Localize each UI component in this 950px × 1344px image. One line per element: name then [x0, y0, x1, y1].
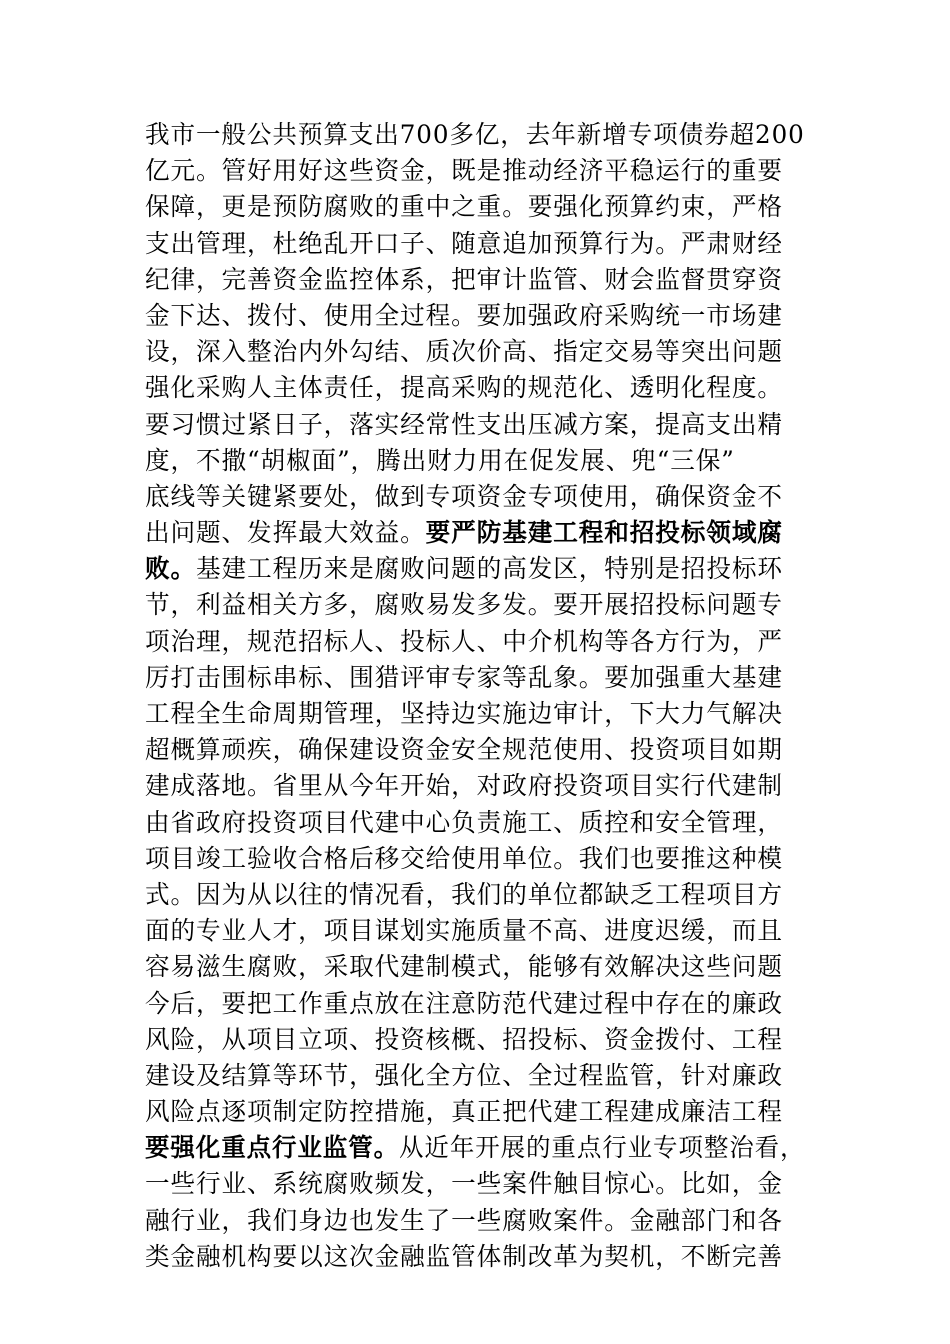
text-line [145, 587, 805, 623]
text-line [145, 407, 805, 443]
text-line [145, 1022, 805, 1058]
body-text-run: 超概算顽疾，确保建设资金安全规范使用、投资项目如期 [145, 735, 783, 765]
text-line [145, 660, 805, 696]
text-line [145, 913, 805, 949]
text-line [145, 551, 805, 587]
body-text-run: 保障，更是预防腐败的重中之重。要强化预算约束，严格 [145, 192, 783, 222]
bold-heading-text: 要强化重点行业监管。 [145, 1133, 400, 1163]
body-text-run: 工程全生命周期管理，坚持边实施边审计，下大力气解决 [145, 699, 783, 728]
text-line [145, 877, 805, 913]
text-line [145, 949, 805, 985]
body-text [145, 117, 815, 1275]
text-line [145, 1239, 805, 1275]
text-line [145, 515, 805, 551]
text-line [145, 805, 805, 841]
text-line [145, 479, 805, 515]
body-text-run: 式。因为从以往的情况看，我们的单位都缺乏工程项目方 [145, 879, 783, 909]
text-line [145, 117, 804, 153]
body-text-run: 出问题、发挥最大效益。 [145, 518, 426, 548]
text-line [145, 262, 805, 298]
text-line [145, 370, 805, 406]
body-text-run: 从近年开展的重点行业专项整治看， [399, 1133, 806, 1163]
text-line [145, 1130, 806, 1166]
body-text-run: 要习惯过紧日子，落实经常性支出压减方案，提高支出精 [145, 409, 783, 439]
body-text-run: 类金融机构要以这次金融监管体制改革为契机，不断完善 [145, 1241, 783, 1271]
text-line [145, 696, 805, 732]
body-text-run: 支出管理，杜绝乱开口子、随意追加预算行为。严肃财经 [145, 228, 783, 258]
body-text-run: 由省政府投资项目代建中心负责施工、质控和安全管理， [145, 807, 783, 837]
text-line [145, 1094, 805, 1130]
text-line [145, 841, 805, 877]
body-text-run: 节，利益相关方多，腐败易发多发。要开展招投标问题专 [145, 590, 783, 620]
body-text-run: 金下达、拨付、使用全过程。要加强政府采购统一市场建 [145, 300, 783, 330]
body-text-run: 建设及结算等环节，强化全方位、全过程监管，针对廉政 [145, 1060, 783, 1090]
body-text-run: 风险，从项目立项、投资核概、招投标、资金拨付、工程 [145, 1024, 783, 1054]
bold-heading-text: 要严防基建工程和招投标领域腐 [425, 518, 783, 548]
body-text-run: 我市一般公共预算支出700多亿，去年新增专项债券超200 [145, 120, 805, 149]
text-line [145, 768, 805, 804]
body-text-run: 亿元。管好用好这些资金，既是推动经济平稳运行的重要 [145, 156, 783, 186]
body-text-run: 项目竣工验收合格后移交给使用单位。我们也要推这种模 [145, 843, 783, 873]
body-text-run: 底线等关键紧要处，做到专项资金专项使用，确保资金不 [145, 481, 783, 511]
body-text-run: 设，深入整治内外勾结、质次价高、指定交易等突出问题 [145, 337, 783, 367]
text-line [145, 443, 805, 479]
text-line [145, 1166, 805, 1202]
text-line [145, 986, 805, 1022]
text-line [145, 732, 805, 768]
text-line [145, 624, 805, 660]
body-text-run: 强化采购人主体责任，提高采购的规范化、透明化程度。 [145, 373, 783, 403]
body-text-run: 建成落地。省里从今年开始，对政府投资项目实行代建制 [145, 771, 783, 801]
body-text-run: 容易滋生腐败，采取代建制模式，能够有效解决这些问题 [145, 952, 783, 982]
body-text-run: 厉打击围标串标、围猎评审专家等乱象。要加强重大基建 [145, 662, 783, 692]
body-text-run: 基建工程历来是腐败问题的高发区，特别是招投标环 [196, 554, 783, 584]
text-line [145, 189, 805, 225]
body-text-run: 项治理，规范招标人、投标人、中介机构等各方行为，严 [145, 626, 783, 656]
body-text-run: 度，不撒“胡椒面”，腾出财力用在促发展、兜“三保” [145, 445, 735, 475]
body-text-run: 一些行业、系统腐败频发，一些案件触目惊心。比如，金 [145, 1169, 783, 1199]
bold-heading-text: 败。 [145, 554, 197, 584]
body-text-run: 今后，要把工作重点放在注意防范代建过程中存在的廉政 [145, 988, 783, 1018]
text-line [145, 1058, 805, 1094]
body-text-run: 纪律，完善资金监控体系，把审计监管、财会监督贯穿资 [145, 264, 783, 294]
text-line [145, 298, 805, 334]
text-line [145, 153, 805, 189]
body-text-run: 融行业，我们身边也发生了一些腐败案件。金融部门和各 [145, 1205, 783, 1235]
text-line [145, 226, 805, 262]
body-text-run: 风险点逐项制定防控措施，真正把代建工程建成廉洁工程 [145, 1097, 783, 1127]
text-line [145, 334, 805, 370]
body-text-run: 面的专业人才，项目谋划实施质量不高、进度迟缓，而且 [145, 916, 783, 946]
text-line [145, 1203, 805, 1239]
